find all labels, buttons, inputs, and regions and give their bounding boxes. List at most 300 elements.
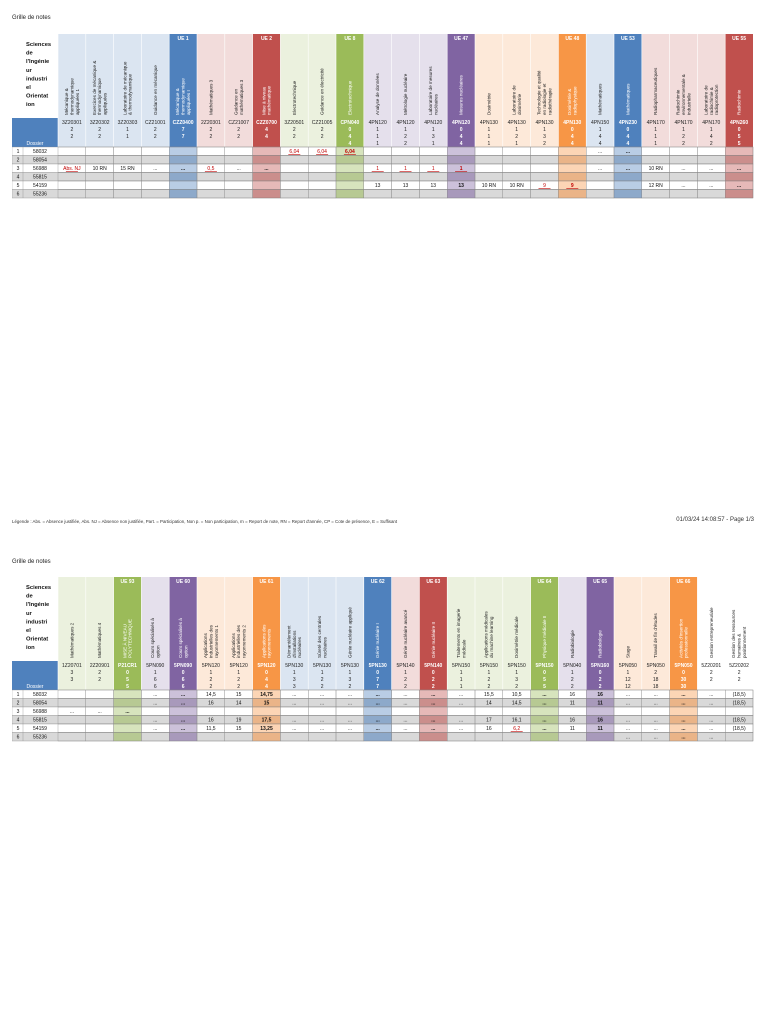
credit-value: 1 — [487, 670, 491, 677]
credit-value: 1 — [459, 670, 463, 677]
cell-tint — [169, 181, 197, 190]
cell-tint — [253, 181, 281, 190]
cell-tint — [114, 699, 142, 708]
credit-value: 1 — [487, 127, 491, 134]
course-code: CZZ0400 — [172, 120, 194, 126]
credit-value: 1 — [431, 141, 435, 148]
cell-tint — [558, 156, 586, 165]
corner-title-line: industri — [26, 619, 48, 626]
credit-value: 2 — [682, 134, 685, 141]
credit-value: 2 — [209, 127, 213, 134]
cell-value: 16 — [486, 726, 492, 732]
cell-value: ... — [181, 692, 186, 698]
credit-value: 1 — [459, 684, 463, 691]
row-dossier-id: 58032 — [33, 149, 47, 155]
course-title — [153, 65, 158, 115]
course-code: 5PN120 — [257, 663, 276, 669]
course-title — [653, 613, 658, 658]
cell-value: 6,2 — [513, 726, 521, 732]
cell-value: 14,5 — [206, 692, 216, 698]
course-title-line: d'installations — [291, 630, 297, 658]
credit-value: 2 — [209, 684, 213, 691]
course-code: 5PN050 — [646, 663, 665, 669]
row-dossier-id: 55815 — [33, 717, 47, 724]
ue-label: UE 62 — [370, 579, 385, 585]
cell-value: ... — [292, 717, 297, 724]
course-code: 4PN130 — [479, 120, 498, 126]
cell-value: ... — [403, 717, 408, 724]
credit-value: 1 — [237, 670, 241, 677]
cell-value: 9 — [570, 183, 574, 189]
credit-value: 5 — [737, 134, 741, 141]
course-title-line: du machine learning — [489, 616, 495, 658]
course-title-line: Dosimétrie — [486, 93, 492, 115]
cell-tint — [614, 190, 642, 199]
cell-tint — [364, 707, 392, 716]
course-title-line: Electrotechnique — [347, 80, 353, 115]
course-title-line: Travail de fin d'études — [653, 613, 659, 658]
credit-value: 2 — [237, 677, 241, 684]
credit-value: 4 — [348, 141, 352, 148]
course-title-line: option — [155, 645, 161, 658]
credit-value: 1 — [598, 127, 602, 134]
course-title — [653, 67, 658, 115]
cell-tint — [531, 733, 559, 742]
course-title — [320, 68, 325, 115]
course-title-line: Génie nucléaire I — [375, 623, 381, 658]
row-dossier-id: 58054 — [33, 157, 47, 164]
course-title-line: Cours spécialisés à — [177, 618, 183, 658]
course-title-line: rayonnements 1 — [213, 625, 219, 658]
credit-value: 1 — [626, 670, 630, 677]
cell-value: ... — [653, 717, 658, 724]
course-title — [625, 83, 630, 115]
course-title-line: nucléaires — [322, 637, 328, 658]
cell-value: ... — [375, 700, 380, 707]
row-number: 1 — [16, 692, 20, 698]
course-title-line: Physique médicale II — [542, 615, 547, 658]
course-title — [375, 623, 380, 658]
credit-value: 30 — [680, 684, 687, 691]
credit-value: 0 — [265, 670, 268, 677]
course-title-line: Applications des — [261, 624, 267, 658]
course-title-line: Applications — [230, 633, 236, 658]
credit-value: 1 — [515, 127, 519, 134]
row-number: 3 — [16, 166, 20, 172]
credit-value: 3 — [70, 677, 74, 684]
cell-value: ... — [431, 692, 436, 698]
cell-value: 15 — [263, 700, 270, 707]
cell-tint — [447, 190, 475, 199]
course-title-line: Mécanique & — [175, 88, 181, 115]
cell-value: 11 — [597, 700, 603, 707]
credit-value: 2 — [153, 134, 157, 141]
course-code: 5PN140 — [396, 663, 415, 669]
cell-value: 15 RN — [120, 166, 135, 172]
course-code: CZ21007 — [228, 120, 249, 126]
credit-value: 2 — [98, 134, 102, 141]
ue-label: UE 55 — [732, 36, 747, 42]
cell-tint — [558, 173, 586, 182]
credit-value: 1 — [709, 127, 713, 134]
cell-tint — [114, 724, 142, 733]
course-title — [375, 73, 380, 115]
credit-value: 5 — [543, 677, 546, 684]
cell-value: ... — [709, 166, 714, 172]
course-title — [598, 83, 603, 115]
course-code: 3Z20501 — [284, 120, 305, 126]
cell-value: ... — [347, 692, 352, 698]
course-title-line: Sûreté des centrales — [316, 615, 322, 658]
corner-title-line: industri — [26, 76, 48, 83]
row-number: 1 — [16, 149, 20, 155]
cell-value: 15 — [235, 726, 242, 732]
credit-value: 1 — [404, 127, 407, 134]
course-title-line: Laboratoire de mesures — [428, 66, 434, 115]
course-title-line: Cours spécialisés à — [150, 618, 156, 658]
corner-title — [26, 585, 51, 651]
credit-value: 2 — [709, 677, 713, 684]
course-code: 5PN150 — [452, 663, 471, 669]
credit-value: 4 — [265, 684, 268, 691]
course-code: 4PN150 — [591, 120, 610, 126]
page-info: 01/03/24 14:08:57 - Page 1/3 — [676, 517, 754, 523]
course-title-line: Radiobiologie — [597, 630, 603, 658]
corner-title-line: Sciences — [26, 42, 52, 48]
course-title-line: rayonnements 2 — [241, 625, 247, 658]
cell-value: ... — [153, 717, 158, 724]
cell-value: ... — [181, 717, 186, 724]
dossier-label: Dossier — [26, 141, 44, 147]
cell-tint — [169, 733, 197, 742]
credit-value: 2 — [737, 670, 741, 677]
course-title-line: Mise à niveau — [261, 86, 267, 115]
credit-value: 4 — [265, 134, 268, 141]
course-title-line: Mathématiques 3 — [208, 79, 214, 115]
cell-value: 19 — [235, 717, 242, 724]
cell-tint — [586, 707, 614, 716]
cell-value: ... — [347, 717, 352, 724]
cell-value: ... — [542, 700, 547, 707]
credit-value: 1 — [682, 127, 685, 134]
credit-value: 1 — [487, 141, 491, 148]
course-code: 4PN260 — [730, 120, 749, 126]
cell-value: ... — [264, 166, 269, 172]
course-title-line: Mathématiques 2 — [69, 622, 75, 658]
cell-value: ... — [709, 692, 714, 698]
cell-tint — [558, 164, 586, 173]
course-title-line: Applications — [203, 633, 208, 658]
cell-value: ... — [181, 166, 186, 172]
grade-grid-1 — [12, 34, 752, 200]
cell-tint — [725, 173, 753, 182]
credit-value: 2 — [487, 677, 491, 684]
course-code: 5PN120 — [201, 663, 220, 669]
course-code: 5PN150 — [479, 663, 498, 669]
credit-value: 0 — [376, 670, 380, 677]
credit-value: 4 — [626, 141, 630, 148]
cell-value: 11,5 — [206, 726, 216, 732]
course-title-line: rayonnements — [266, 628, 272, 658]
credit-value: 2 — [487, 684, 491, 691]
cell-value: ... — [375, 726, 380, 732]
course-code: 5PN050 — [618, 663, 637, 669]
ue-label: UE 47 — [454, 36, 469, 42]
course-title-line: Guidance en — [233, 88, 239, 115]
credit-value: 0 — [459, 127, 463, 134]
course-title-line: option — [183, 645, 189, 658]
cell-tint — [253, 156, 281, 165]
credit-value: 0 — [682, 670, 685, 677]
cell-value: ... — [625, 700, 630, 707]
course-code: 4PN170 — [674, 120, 693, 126]
credit-value: 0 — [126, 670, 129, 677]
cell-tint — [447, 173, 475, 182]
course-title — [703, 84, 719, 115]
cell-tint — [253, 173, 281, 182]
credit-value: 2 — [709, 670, 713, 677]
credit-value: 2 — [404, 684, 407, 691]
course-title-line: Applications médicales — [483, 611, 489, 658]
cell-tint — [114, 690, 142, 699]
row-dossier-id: 55236 — [33, 191, 47, 198]
credit-value: 2 — [570, 677, 574, 684]
corner-title-line: Orientat — [26, 636, 49, 643]
course-code: 5PN090 — [174, 663, 193, 669]
credit-value: 4 — [626, 134, 630, 141]
credit-value: 1 — [654, 141, 658, 148]
cell-value: ... — [459, 692, 464, 698]
row-number: 5 — [16, 726, 20, 732]
credit-value: 1 — [126, 127, 129, 134]
cell-value: ... — [542, 726, 547, 732]
credit-value: 2 — [515, 134, 519, 141]
course-title-line: industrielles des — [208, 625, 214, 658]
credit-value: 2 — [237, 684, 241, 691]
credit-value: 5 — [737, 141, 741, 148]
cell-value: ... — [125, 709, 130, 715]
course-title-line: Technologie et qualité — [536, 70, 542, 115]
cell-value: 6,04 — [317, 149, 327, 155]
course-title — [514, 616, 519, 658]
cell-value: (18,5) — [732, 726, 746, 732]
credit-value: 0 — [431, 670, 435, 677]
credit-value: 2 — [70, 134, 74, 141]
cell-value: 1 — [376, 166, 380, 172]
course-code: 4PN130 — [563, 120, 582, 126]
course-title-line: Mathématiques — [625, 83, 631, 115]
ue-label: UE 66 — [676, 579, 691, 585]
cell-value: ... — [709, 726, 714, 732]
cell-value: ... — [69, 709, 74, 715]
row-dossier-id: 56988 — [33, 709, 47, 715]
course-title-line: dosimétrie — [516, 93, 522, 115]
credit-value: 2 — [292, 127, 296, 134]
credit-value: 30 — [680, 677, 687, 684]
credit-value: 2 — [153, 127, 157, 134]
course-code: 5PN130 — [368, 663, 387, 669]
corner-title-line: ion — [26, 645, 35, 652]
credit-value: 12 — [625, 677, 631, 684]
course-code: 5PN150 — [507, 663, 526, 669]
cell-value: 13 — [402, 183, 409, 189]
course-title-line: Métrologie nucléaire — [403, 73, 408, 115]
credit-value: 2 — [431, 677, 435, 684]
course-title-line: Radiobiologie — [569, 630, 575, 658]
cell-value: 13 — [458, 183, 464, 189]
credit-value: 5 — [126, 684, 129, 691]
cell-value: 10 RN — [509, 183, 524, 189]
cell-tint — [169, 707, 197, 716]
course-code: CPN040 — [340, 120, 360, 126]
cell-tint — [725, 190, 753, 199]
credit-value: 0 — [598, 670, 602, 677]
cell-value: 10 RN — [92, 166, 107, 172]
cell-tint — [614, 173, 642, 182]
credit-value: 3 — [70, 670, 74, 677]
course-title — [567, 86, 577, 115]
cell-value: ... — [97, 709, 102, 715]
cell-value: 6,04 — [345, 149, 355, 155]
course-title — [261, 85, 271, 115]
course-code: 3Z20301 — [62, 120, 82, 126]
credit-value: 4 — [348, 134, 352, 141]
cell-value: (18,5) — [732, 692, 746, 698]
course-title — [69, 622, 74, 658]
credit-value: 7 — [181, 127, 185, 134]
course-code: 5PN050 — [674, 663, 693, 669]
course-title-line: Gestion entrepreneuriale — [708, 607, 714, 658]
cell-value: ... — [292, 726, 297, 732]
credit-value: 4 — [570, 141, 574, 148]
credit-value: 2 — [237, 127, 241, 134]
credit-value: 1 — [654, 127, 658, 134]
cell-tint — [253, 147, 281, 156]
course-title-line: Génie nucléaire II — [430, 621, 436, 658]
credit-value: 3 — [515, 677, 519, 684]
cell-value: 13 — [430, 183, 437, 189]
credit-value: 1 — [487, 134, 491, 141]
cell-value: ... — [153, 700, 158, 707]
cell-value: ... — [320, 692, 325, 698]
cell-tint — [531, 707, 559, 716]
course-title-line: appliquées 1 — [74, 88, 80, 115]
cell-value: ... — [625, 726, 630, 732]
cell-value: 9 — [543, 183, 546, 189]
corner-title-line: de — [26, 50, 33, 57]
row-number: 3 — [16, 709, 20, 715]
cell-value: ... — [320, 717, 325, 724]
course-title-line: Laboratoire de mécanique — [122, 61, 128, 115]
cell-value: 16 — [569, 717, 576, 724]
course-title-line: mathématiques 3 — [238, 79, 244, 115]
credit-value: 2 — [598, 684, 602, 691]
row-dossier-id: 55815 — [33, 174, 47, 181]
cell-tint — [419, 707, 447, 716]
course-title-line: industrielles des — [236, 625, 242, 658]
credit-value: 1 — [126, 134, 129, 141]
course-title — [486, 93, 491, 115]
course-title-line: professionnelle — [683, 627, 689, 658]
cell-tint — [336, 190, 364, 199]
cell-value: 14 — [486, 700, 492, 707]
cell-value: ... — [153, 726, 158, 732]
course-title-line: Exercices de mécanique & — [91, 60, 97, 115]
corner-title-line: el — [26, 628, 31, 634]
credit-value: 3 — [431, 134, 435, 141]
grid-title-1: Grille de notes — [12, 15, 51, 21]
course-title — [737, 89, 742, 115]
cell-value: ... — [625, 734, 630, 741]
cell-value: 13 — [374, 183, 381, 189]
cell-value: ... — [459, 717, 464, 724]
credit-value: 7 — [376, 677, 380, 684]
credit-value: 6 — [181, 684, 185, 691]
credit-value: 1 — [404, 670, 407, 677]
cell-tint — [558, 190, 586, 199]
credit-value: 2 — [404, 134, 407, 141]
credit-value: 0 — [737, 127, 741, 134]
credit-value: 2 — [320, 127, 324, 134]
row-number: 2 — [16, 157, 20, 164]
grade-grid-2 — [12, 577, 752, 743]
row-dossier-id: 54159 — [33, 726, 47, 732]
cell-value: ... — [431, 700, 436, 707]
course-title — [261, 624, 271, 658]
ue-label: UE 53 — [620, 36, 635, 42]
cell-tint — [114, 733, 142, 742]
ue-label: UE 48 — [565, 36, 580, 42]
cell-value: ... — [681, 717, 686, 724]
course-title-line: Traitements en imagerie — [455, 608, 461, 658]
grid-title-2: Grille de notes — [12, 559, 51, 565]
cell-value: 16 — [597, 692, 603, 698]
cell-value: 1 — [431, 166, 435, 172]
credit-value: 1 — [459, 677, 463, 684]
course-title-line: nucléaires — [433, 94, 439, 115]
course-code: 5PN040 — [563, 663, 582, 669]
course-code: 4PN120 — [424, 120, 443, 126]
course-title-line: Dosimétrie & — [567, 88, 573, 115]
credit-value: 2 — [570, 684, 574, 691]
credit-value: 5 — [126, 677, 129, 684]
credit-value: 1 — [153, 670, 157, 677]
course-title-line: radiochimie & — [708, 87, 714, 115]
cell-value: 15,5 — [484, 692, 494, 698]
cell-value: ... — [347, 700, 352, 707]
cell-tint — [614, 181, 642, 190]
cell-tint — [114, 716, 142, 725]
cell-tint — [253, 733, 281, 742]
course-title-line: mathématique — [266, 85, 272, 115]
cell-tint — [253, 707, 281, 716]
course-code: 5PN130 — [285, 663, 304, 669]
cell-value: 13,25 — [260, 726, 273, 732]
corner-title-line: ur — [26, 610, 32, 617]
credit-value: 2 — [598, 677, 602, 684]
credit-value: 2 — [292, 134, 296, 141]
cell-tint — [169, 147, 197, 156]
credit-value: 2 — [209, 677, 213, 684]
ue-label: UE 1 — [177, 36, 189, 42]
cell-tint — [169, 190, 197, 199]
course-code: 4PN170 — [702, 120, 721, 126]
cell-value: ... — [653, 700, 658, 707]
row-number: 6 — [16, 191, 20, 198]
row-dossier-id: 56988 — [33, 166, 47, 172]
course-title-line: Guidance en électricité — [319, 68, 325, 115]
course-title-line: Laboratoire de — [511, 85, 517, 115]
